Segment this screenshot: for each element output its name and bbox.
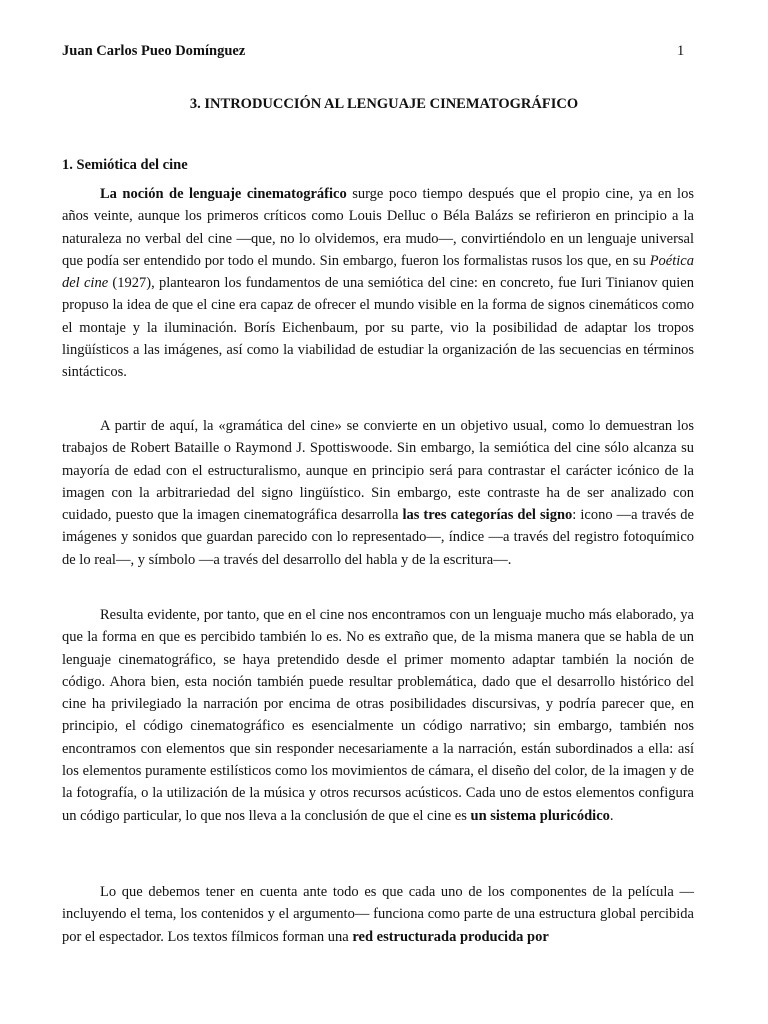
bold-lead-phrase: La noción de lenguaje cinematográfico [100,186,347,202]
paragraph-text: A partir de aquí, la «gramática del cine» se convierte en un objetivo usual, como lo demuestran los trabajos de Robert Bataille o Raymond J. Spottiswoode. Sin embargo, la semiótica del cine sólo alcanza su mayoría de edad con el estructuralismo, aunque en principio será para contrastar el carácter icónico de la imagen con la arbitrariedad del signo lingüístico. Sin embargo, este contraste ha de ser analizado con cuidado, puesto que la imagen cinematográfica desarrolla [62,418,694,524]
paragraph-1 [62,183,694,384]
paragraph-2 [62,415,694,571]
paragraph-text: Lo que debemos tener en cuenta ante todo es que cada uno de los componentes de la película —incluyendo el tema, los contenidos y el argumento— funciona como parte de una estructura global percibida por el espectador. Los textos fílmicos forman una [62,884,694,945]
paragraph-text: Resulta evidente, por tanto, que en el cine nos encontramos con un lenguaje mucho más elaborado, ya que la forma en que es percibido también lo es. No es extraño que, de la misma manera que se habla de un lenguaje cinematográfico, se haya pretendido desde el primer momento adaptar también la noción de código. Ahora bien, esta noción también puede resultar problemática, dado que el desarrollo histórico del cine ha privilegiado la narración por encima de otras posibilidades discursivas, y podría parecer que, en principio, el código cinematográfico es esencialmente un código narrativo; sin embargo, también nos encontramos con elementos que sin responder necesariamente a la narración, están subordinados a ella: así los elementos puramente estilísticos como los movimientos de cámara, el diseño del color, de la imagen y de la fotografía, o la utilización de la música y otros recursos acústicos. Cada uno de estos elementos configura un código particular, lo que nos lleva a la conclusión de que el cine es [62,607,694,824]
paragraph-4 [62,881,694,948]
section-heading: 1. Semiótica del cine [62,157,188,173]
bold-phrase: un sistema pluricódico [470,807,610,824]
paragraph-text: (1927), plantearon los fundamentos de una semiótica del cine: en concreto, fue Iuri Tinianov quien propuso la idea de que el cine era capaz de ofrecer el mundo visible en la forma de signos cinemáticos como el montaje y la iluminación. Borís Eichenbaum, por su parte, vio la posibilidad de adaptar los tropos lingüísticos a las imágenes, así como la viabilidad de estudiar la organización de las secuencias en términos sintácticos. [62,275,694,381]
paragraph-text: : icono —a través de imágenes y sonidos que guardan parecido con lo representado—, índice —a través del registro fotoquímico de lo real—, y símbolo —a través del desarrollo del habla y de la escritura—. [62,507,694,568]
paragraph-text: surge poco tiempo después que el propio cine, ya en los años veinte, aunque los primeros críticos como Louis Delluc o Béla Balázs se refirieron en principio a la naturaleza no verbal del cine —que, no lo olvidemos, era mudo—, convirtiéndolo en un lenguaje universal que podía ser entendido por todo el mundo. Sin embargo, fueron los formalistas rusos los que, en su [62,186,694,269]
paragraph-3 [62,604,694,827]
page-number: 1 [677,43,685,59]
chapter-title: 3. INTRODUCCIÓN AL LENGUAJE CINEMATOGRÁFICO [189,96,579,112]
header-author: Juan Carlos Pueo Domínguez [62,43,246,59]
bold-phrase: red estructurada producida por [352,928,549,945]
italic-book-title: Poética del cine [62,252,694,292]
paragraph-text: . [609,807,614,824]
bold-phrase: las tres categorías del signo [402,507,573,524]
